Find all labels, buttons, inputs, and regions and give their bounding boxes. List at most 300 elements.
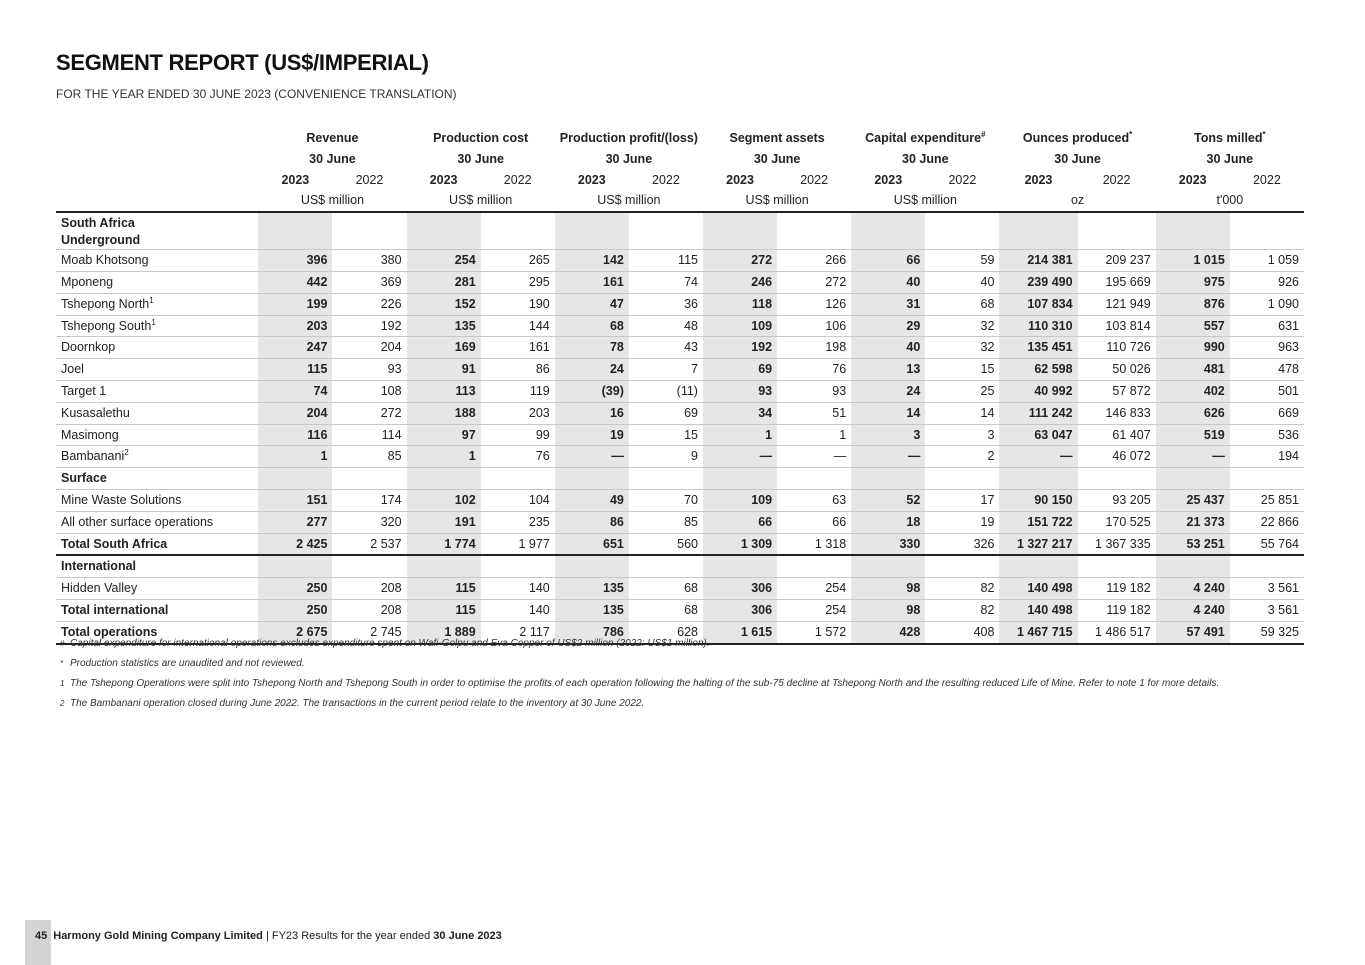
column-header	[999, 128, 1155, 149]
value-2023: 40 992	[999, 380, 1077, 402]
value-2022: 48	[629, 315, 703, 337]
year-prior: 2022	[355, 172, 384, 187]
value-2023: 199	[258, 293, 332, 315]
empty-cell	[1156, 555, 1230, 577]
footnote	[60, 697, 1219, 717]
footnote-text: Capital expenditure for international operations excludes expenditure spent on Wafi-Golpu and Eva Copper of US$2 million (2022: US$1 million).	[70, 638, 710, 649]
value-2022: 146 833	[1078, 402, 1156, 424]
value-2023: —	[999, 446, 1077, 468]
value-2023: 1 774	[407, 533, 481, 555]
column-unit: US$ million	[300, 193, 365, 208]
year-prior: 2022	[948, 172, 977, 187]
table-row	[56, 359, 1304, 381]
table-row	[56, 402, 1304, 424]
value-2022: 7	[629, 359, 703, 381]
value-2023: 975	[1156, 271, 1230, 293]
row-label-text: All other surface operations	[61, 514, 214, 529]
value-2022: 380	[332, 250, 406, 272]
value-2022: 1 090	[1230, 293, 1304, 315]
empty-cell	[555, 468, 629, 490]
row-label-text: Kusasalethu	[61, 405, 130, 420]
value-2023: 29	[851, 315, 925, 337]
row-label-text: Bambanani	[61, 449, 125, 464]
value-2022: 669	[1230, 402, 1304, 424]
empty-cell	[1078, 555, 1156, 577]
value-2023: 66	[851, 250, 925, 272]
value-2022: 628	[629, 621, 703, 643]
empty-cell	[925, 212, 999, 250]
value-2023: 135	[555, 599, 629, 621]
value-2023: 116	[258, 424, 332, 446]
row-label	[56, 489, 258, 511]
value-2022: 46 072	[1078, 446, 1156, 468]
row-label-text: Moab Khotsong	[61, 253, 149, 268]
value-2023: 91	[407, 359, 481, 381]
column-period: 30 June	[1054, 151, 1101, 166]
column-label: Production cost	[433, 131, 529, 145]
value-2022: 103 814	[1078, 315, 1156, 337]
table-row	[56, 315, 1304, 337]
column-period: 30 June	[457, 151, 504, 166]
value-2023: (39)	[555, 380, 629, 402]
value-2022: 114	[332, 424, 406, 446]
value-2022: 265	[481, 250, 555, 272]
column-period: 30 June	[902, 151, 949, 166]
empty-cell	[629, 212, 703, 250]
page-number-tab	[25, 920, 51, 965]
empty-cell	[481, 468, 555, 490]
value-2022: 82	[925, 578, 999, 600]
empty-cell	[1156, 468, 1230, 490]
year-current: 2023	[577, 172, 606, 187]
value-2023: 203	[258, 315, 332, 337]
row-label	[56, 359, 258, 381]
value-2022: 140	[481, 578, 555, 600]
value-2022: 82	[925, 599, 999, 621]
section-label: International	[56, 555, 258, 577]
year-prior: 2022	[1252, 172, 1281, 187]
value-2022: 66	[777, 511, 851, 533]
value-2023: 18	[851, 511, 925, 533]
value-2022: 15	[629, 424, 703, 446]
row-label-text: Tshepong South	[61, 318, 152, 333]
value-2023: 204	[258, 402, 332, 424]
value-2023: 98	[851, 599, 925, 621]
value-2023: 97	[407, 424, 481, 446]
value-2022: 86	[481, 359, 555, 381]
year-current: 2023	[429, 172, 458, 187]
empty-cell	[481, 212, 555, 250]
row-label	[56, 271, 258, 293]
column-footnote-mark: #	[981, 129, 986, 139]
year-current: 2023	[281, 172, 310, 187]
value-2022: 70	[629, 489, 703, 511]
empty-cell	[332, 468, 406, 490]
year-prior: 2022	[800, 172, 829, 187]
footnote-mark: *	[60, 659, 64, 668]
table-row	[56, 337, 1304, 359]
empty-cell	[999, 555, 1077, 577]
empty-cell	[777, 555, 851, 577]
value-2023: 442	[258, 271, 332, 293]
value-2023: 272	[703, 250, 777, 272]
value-2022: (11)	[629, 380, 703, 402]
year-current: 2023	[1178, 172, 1207, 187]
value-2023: —	[555, 446, 629, 468]
value-2022: 68	[629, 578, 703, 600]
footnote	[60, 657, 1219, 677]
value-2023: 1 015	[1156, 250, 1230, 272]
empty-cell	[925, 468, 999, 490]
value-2023: 247	[258, 337, 332, 359]
value-2022: 69	[629, 402, 703, 424]
empty-cell	[703, 468, 777, 490]
row-label-text: Total South Africa	[61, 536, 168, 551]
value-2023: 1	[258, 446, 332, 468]
value-2023: 396	[258, 250, 332, 272]
value-2022: 43	[629, 337, 703, 359]
empty-cell	[555, 212, 629, 250]
value-2022: 119	[481, 380, 555, 402]
column-label: Capital expenditure	[865, 131, 982, 145]
value-2022: 106	[777, 315, 851, 337]
company-name: Harmony Gold Mining Company Limited	[53, 930, 263, 942]
value-2023: 188	[407, 402, 481, 424]
value-2023: 192	[703, 337, 777, 359]
value-2022: 1 318	[777, 533, 851, 555]
row-label	[56, 293, 258, 315]
column-unit: US$ million	[893, 193, 957, 208]
value-2022: 32	[925, 337, 999, 359]
section-label-line: Underground	[61, 233, 141, 248]
value-2023: 78	[555, 337, 629, 359]
table-row	[56, 599, 1304, 621]
value-2022: 57 872	[1078, 380, 1156, 402]
value-2022: 59 325	[1230, 621, 1304, 643]
row-label	[56, 380, 258, 402]
year-prior: 2022	[652, 172, 680, 187]
value-2022: 192	[332, 315, 406, 337]
value-2022: 254	[777, 599, 851, 621]
column-header	[258, 128, 406, 149]
value-2022: 266	[777, 250, 851, 272]
value-2022: 19	[925, 511, 999, 533]
empty-cell	[851, 468, 925, 490]
value-2022: 115	[629, 250, 703, 272]
table-row	[56, 511, 1304, 533]
empty-cell	[703, 555, 777, 577]
value-2022: 478	[1230, 359, 1304, 381]
value-2023: 152	[407, 293, 481, 315]
footnote	[60, 637, 1219, 657]
value-2022: 63	[777, 489, 851, 511]
value-2022: 1 486 517	[1078, 621, 1156, 643]
value-2023: 142	[555, 250, 629, 272]
footnote-mark: 1	[60, 679, 65, 688]
value-2023: 63 047	[999, 424, 1077, 446]
value-2022: 3 561	[1230, 578, 1304, 600]
value-2022: 61 407	[1078, 424, 1156, 446]
row-label	[56, 511, 258, 533]
footnote-mark: 2	[60, 699, 65, 708]
row-label-text: Mine Waste Solutions	[61, 492, 182, 507]
value-2023: 115	[407, 578, 481, 600]
value-2023: 254	[407, 250, 481, 272]
year-current: 2023	[726, 172, 754, 187]
value-2022: 25 851	[1230, 489, 1304, 511]
value-2022: 209 237	[1078, 250, 1156, 272]
value-2022: 1 059	[1230, 250, 1304, 272]
column-header	[851, 128, 999, 149]
value-2022: 14	[925, 402, 999, 424]
table-header	[56, 128, 1304, 212]
value-2022: 198	[777, 337, 851, 359]
value-2022: 2 117	[481, 621, 555, 643]
value-2023: 1	[407, 446, 481, 468]
header-blank	[56, 170, 258, 191]
value-2022: 25	[925, 380, 999, 402]
footer-text: FY23 Results for the year ended	[271, 930, 431, 942]
column-period: 30 June	[1206, 151, 1254, 166]
footnote-text: Production statistics are unaudited and not reviewed.	[70, 658, 305, 669]
value-2023: 111 242	[999, 402, 1077, 424]
value-2023: 239 490	[999, 271, 1077, 293]
value-2022: 295	[481, 271, 555, 293]
column-period: 30 June	[605, 151, 653, 166]
table-row	[56, 250, 1304, 272]
value-2022: 195 669	[1078, 271, 1156, 293]
value-2022: 226	[332, 293, 406, 315]
row-label-text: Target 1	[61, 383, 107, 398]
value-2023: 277	[258, 511, 332, 533]
value-2022: 93	[777, 380, 851, 402]
value-2023: 93	[703, 380, 777, 402]
value-2023: 14	[851, 402, 925, 424]
empty-cell	[629, 468, 703, 490]
empty-cell	[332, 555, 406, 577]
value-2022: 369	[332, 271, 406, 293]
value-2022: 326	[925, 533, 999, 555]
value-2022: 108	[332, 380, 406, 402]
column-header	[703, 128, 851, 149]
empty-cell	[258, 555, 332, 577]
value-2022: 560	[629, 533, 703, 555]
section-row	[56, 555, 1304, 577]
column-footnote-mark: *	[1129, 129, 1133, 139]
value-2022: 32	[925, 315, 999, 337]
footnote-text: The Bambanani operation closed during June 2022. The transactions in the current period relate to the inventory at 30 June 2022.	[70, 698, 645, 709]
empty-cell	[629, 555, 703, 577]
value-2023: 40	[851, 271, 925, 293]
value-2022: 93 205	[1078, 489, 1156, 511]
empty-cell	[1078, 468, 1156, 490]
value-2022: 104	[481, 489, 555, 511]
value-2023: 786	[555, 621, 629, 643]
row-label-text: Total international	[61, 602, 169, 617]
table-row	[56, 446, 1304, 468]
value-2023: 1	[703, 424, 777, 446]
row-label	[56, 533, 258, 555]
column-unit: oz	[1070, 193, 1085, 208]
empty-cell	[407, 555, 481, 577]
value-2023: 3	[851, 424, 925, 446]
value-2022: 76	[481, 446, 555, 468]
value-2023: 118	[703, 293, 777, 315]
column-unit: US$ million	[449, 193, 513, 208]
value-2023: 115	[258, 359, 332, 381]
value-2023: 191	[407, 511, 481, 533]
value-2022: 93	[332, 359, 406, 381]
value-2022: 55 764	[1230, 533, 1304, 555]
value-2023: 25 437	[1156, 489, 1230, 511]
value-2023: 1 467 715	[999, 621, 1077, 643]
value-2022: 59	[925, 250, 999, 272]
column-period: 30 June	[753, 151, 801, 166]
value-2022: —	[777, 446, 851, 468]
value-2023: 402	[1156, 380, 1230, 402]
value-2022: 174	[332, 489, 406, 511]
value-2022: 2	[925, 446, 999, 468]
value-2023: 40	[851, 337, 925, 359]
row-label	[56, 578, 258, 600]
empty-cell	[407, 468, 481, 490]
section-row	[56, 468, 1304, 490]
value-2023: —	[703, 446, 777, 468]
header-blank	[56, 128, 258, 149]
value-2023: 250	[258, 599, 332, 621]
column-header	[555, 128, 703, 149]
table-row	[56, 578, 1304, 600]
value-2023: 876	[1156, 293, 1230, 315]
row-label	[56, 446, 258, 468]
section-label	[56, 212, 258, 250]
year-current: 2023	[874, 172, 903, 187]
value-2023: 68	[555, 315, 629, 337]
value-2023: 52	[851, 489, 925, 511]
column-label: Production profit/(loss)	[559, 131, 698, 145]
value-2023: 74	[258, 380, 332, 402]
value-2023: 306	[703, 599, 777, 621]
footer-date: 30 June 2023	[433, 930, 502, 942]
value-2022: 9	[629, 446, 703, 468]
footnotes	[60, 637, 1219, 717]
column-period: 30 June	[309, 151, 356, 166]
empty-cell	[851, 212, 925, 250]
row-label-text: Total operations	[61, 624, 158, 639]
value-2023: 2 425	[258, 533, 332, 555]
value-2023: 110 310	[999, 315, 1077, 337]
footnote-mark: #	[60, 639, 65, 648]
page-number: 45	[35, 930, 48, 942]
value-2023: —	[1156, 446, 1230, 468]
value-2023: 330	[851, 533, 925, 555]
column-unit: US$ million	[745, 193, 809, 208]
footnote	[60, 677, 1219, 697]
value-2023: —	[851, 446, 925, 468]
value-2022: 68	[925, 293, 999, 315]
value-2022: 126	[777, 293, 851, 315]
empty-cell	[1230, 212, 1304, 250]
value-2023: 57 491	[1156, 621, 1230, 643]
value-2022: 1 572	[777, 621, 851, 643]
value-2023: 19	[555, 424, 629, 446]
row-label	[56, 402, 258, 424]
value-2022: 68	[629, 599, 703, 621]
value-2022: 408	[925, 621, 999, 643]
value-2022: 140	[481, 599, 555, 621]
year-prior: 2022	[1102, 172, 1131, 187]
value-2023: 109	[703, 489, 777, 511]
value-2023: 250	[258, 578, 332, 600]
section-label: Surface	[56, 468, 258, 490]
value-2023: 1 615	[703, 621, 777, 643]
value-2022: 144	[481, 315, 555, 337]
value-2022: 320	[332, 511, 406, 533]
empty-cell	[258, 468, 332, 490]
value-2023: 281	[407, 271, 481, 293]
table-row	[56, 424, 1304, 446]
value-2022: 2 745	[332, 621, 406, 643]
table-row	[56, 293, 1304, 315]
footnote-text: The Tshepong Operations were split into Tshepong North and Tshepong South in order to optimise the profits of each operation following the halting of the sub-75 decline at Tshepong North and the resulting reduced Life of Mine. Refer to note 1 for more details.	[70, 678, 1220, 689]
row-label-text: Doornkop	[61, 340, 116, 355]
value-2022: 1 367 335	[1078, 533, 1156, 555]
value-2022: 208	[332, 578, 406, 600]
value-2023: 21 373	[1156, 511, 1230, 533]
value-2022: 74	[629, 271, 703, 293]
value-2022: 254	[777, 578, 851, 600]
value-2022: 204	[332, 337, 406, 359]
value-2023: 135	[407, 315, 481, 337]
value-2022: 631	[1230, 315, 1304, 337]
row-label-text: Masimong	[61, 427, 119, 442]
value-2023: 49	[555, 489, 629, 511]
empty-cell	[777, 468, 851, 490]
value-2022: 51	[777, 402, 851, 424]
segment-table	[56, 128, 1304, 645]
value-2022: 15	[925, 359, 999, 381]
value-2023: 1 889	[407, 621, 481, 643]
value-2022: 161	[481, 337, 555, 359]
row-label-text: Mponeng	[61, 274, 114, 289]
page-subtitle: FOR THE YEAR ENDED 30 JUNE 2023 (CONVENIENCE TRANSLATION)	[56, 87, 457, 101]
value-2022: 272	[332, 402, 406, 424]
footer-separator: |	[265, 930, 269, 942]
row-label-text: Tshepong North	[61, 296, 150, 311]
value-2023: 86	[555, 511, 629, 533]
empty-cell	[999, 212, 1077, 250]
empty-cell	[1230, 555, 1304, 577]
row-label	[56, 599, 258, 621]
value-2023: 151 722	[999, 511, 1077, 533]
value-2022: 235	[481, 511, 555, 533]
value-2023: 4 240	[1156, 599, 1230, 621]
value-2022: 119 182	[1078, 578, 1156, 600]
value-2023: 4 240	[1156, 578, 1230, 600]
value-2023: 214 381	[999, 250, 1077, 272]
value-2022: 501	[1230, 380, 1304, 402]
value-2023: 169	[407, 337, 481, 359]
empty-cell	[1230, 468, 1304, 490]
header-blank	[56, 149, 258, 170]
page-footer	[35, 930, 502, 942]
column-unit: t'000	[1216, 193, 1244, 208]
value-2023: 102	[407, 489, 481, 511]
row-footnote-mark: 1	[151, 317, 156, 327]
value-2023: 69	[703, 359, 777, 381]
empty-cell	[999, 468, 1077, 490]
value-2023: 481	[1156, 359, 1230, 381]
